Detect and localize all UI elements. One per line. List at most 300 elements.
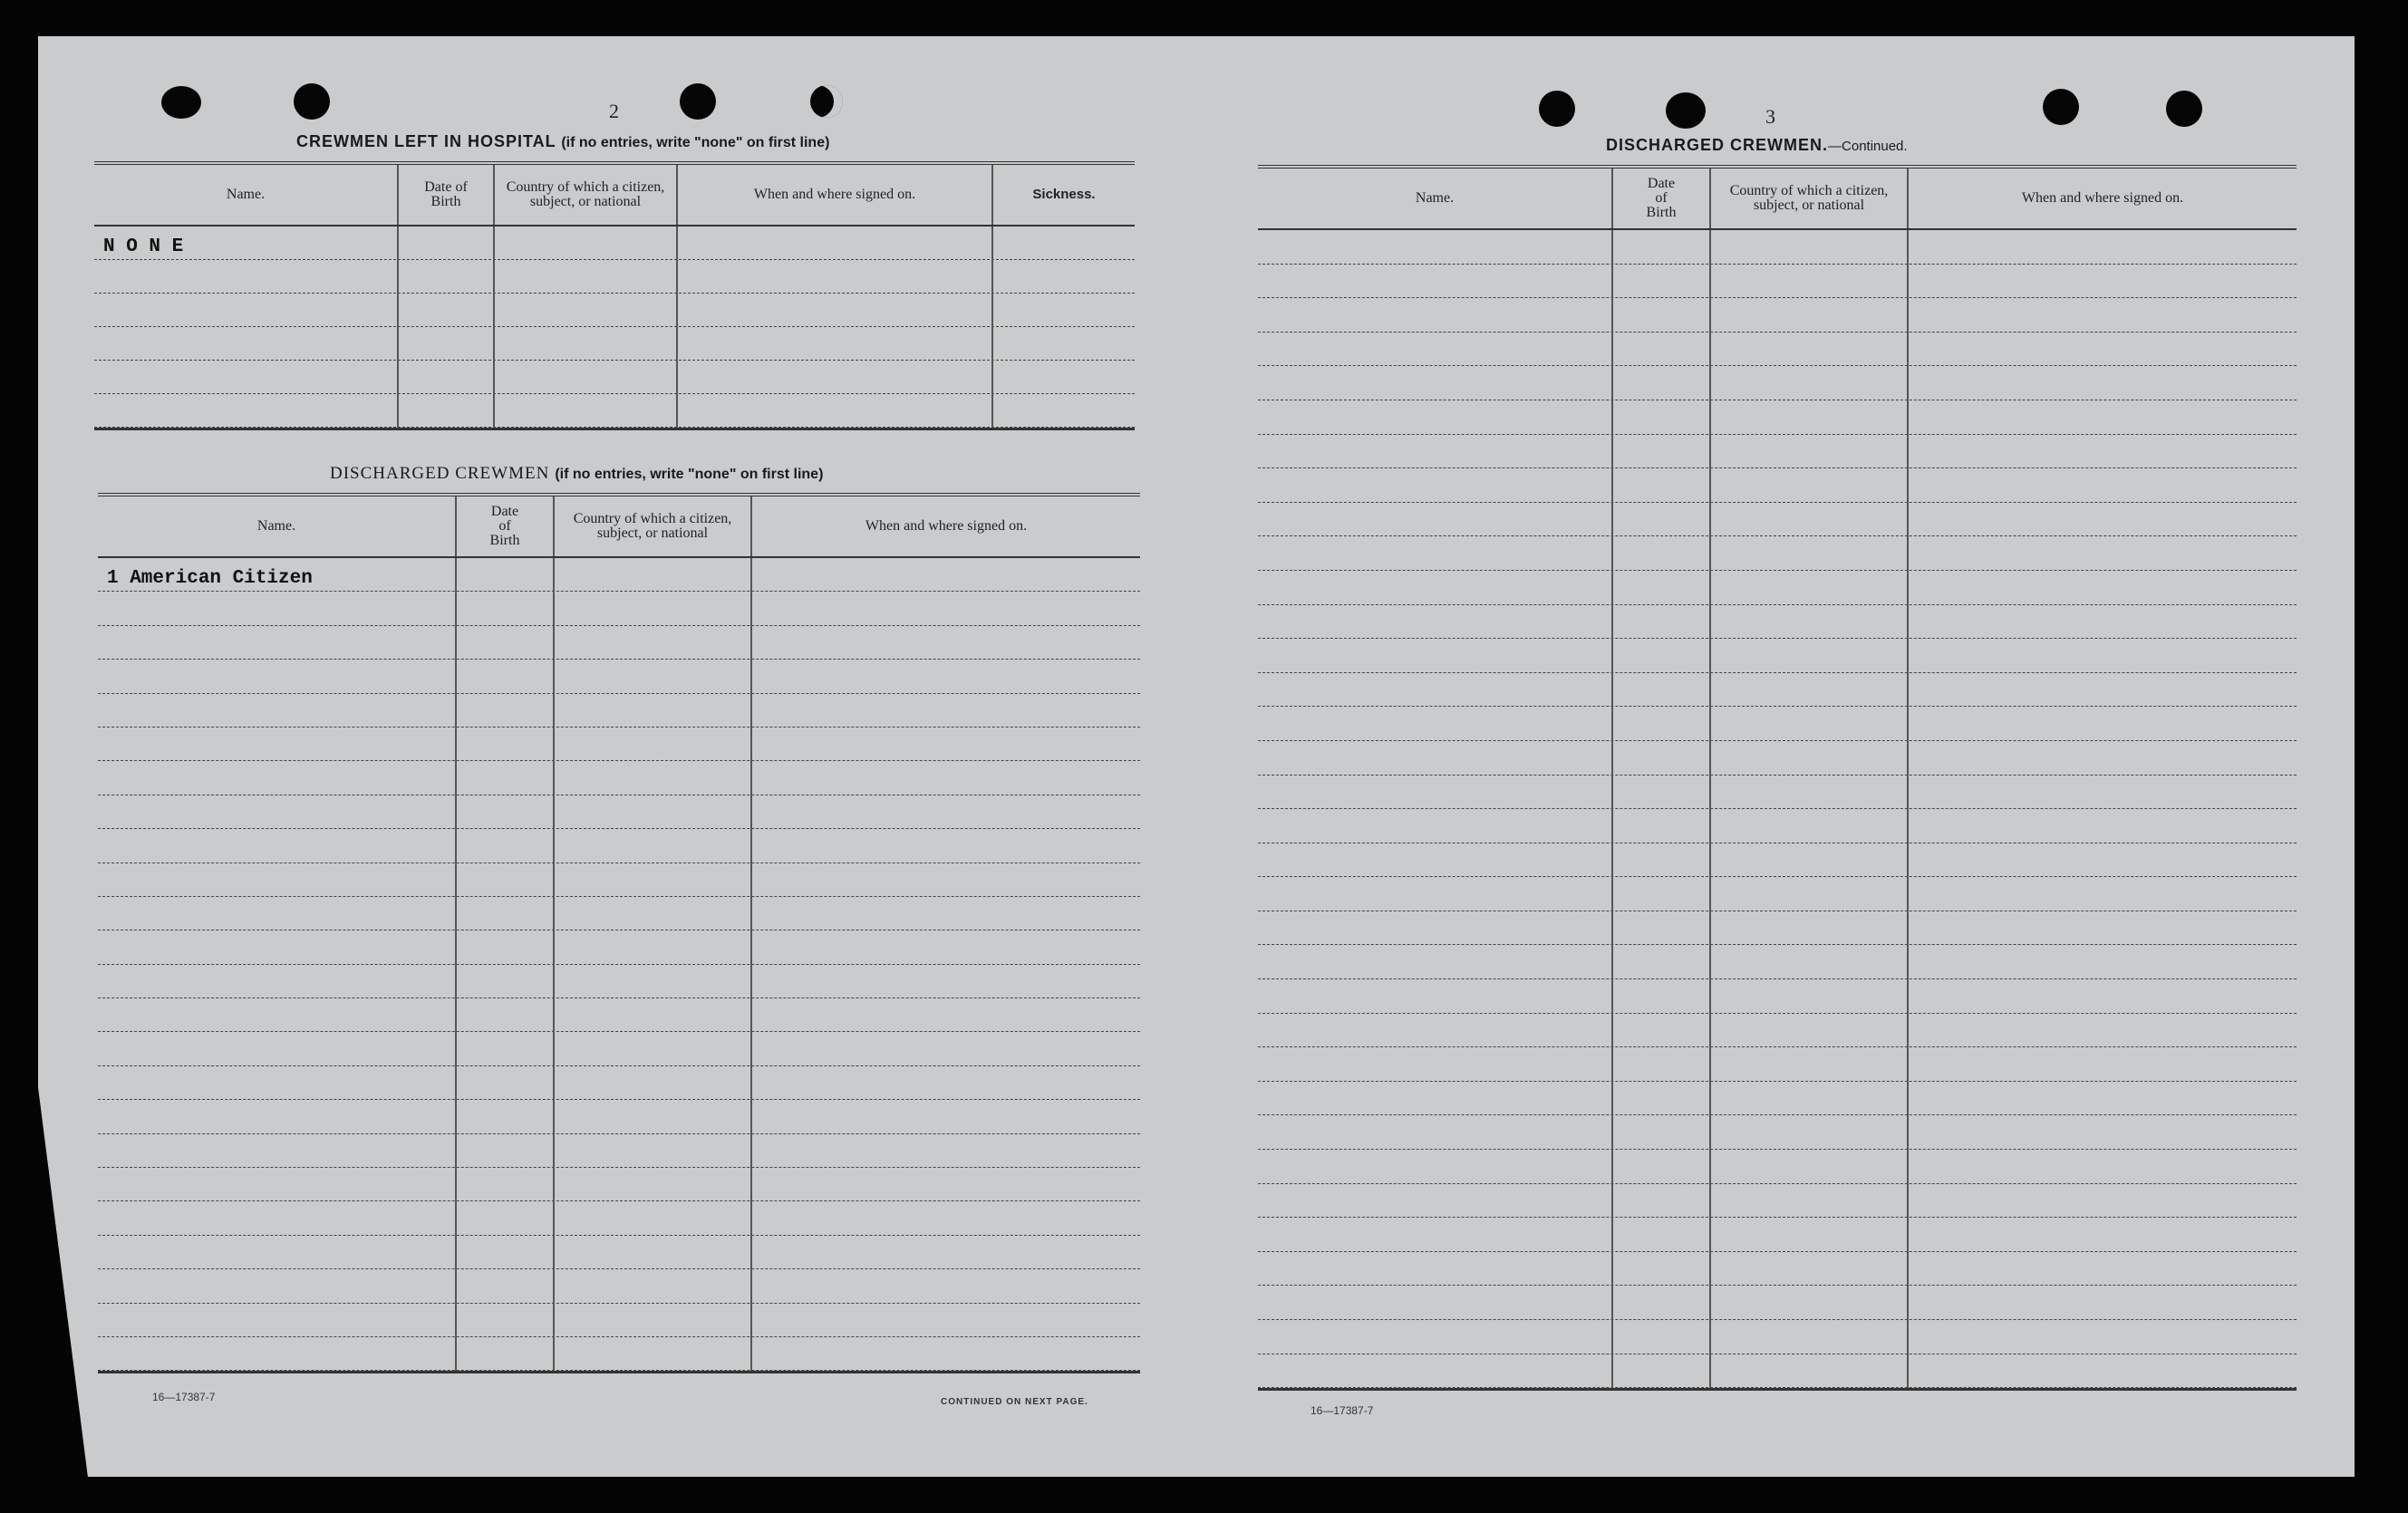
table-cell <box>1711 230 1909 264</box>
table-cell <box>555 1201 752 1234</box>
table-cell <box>1613 1286 1711 1319</box>
table-cell <box>1613 673 1711 707</box>
table-cell <box>1711 843 1909 877</box>
table-row <box>98 626 1140 660</box>
discharged-section-title <box>330 464 823 484</box>
table-row <box>1258 741 2297 776</box>
table-cell <box>752 795 1140 828</box>
table-cell <box>98 1269 457 1302</box>
table-cell <box>1613 911 1711 945</box>
table-cell <box>678 226 993 259</box>
table-cell <box>495 294 678 326</box>
discharged-body-left <box>98 558 1140 1371</box>
table-cell <box>1909 1047 2297 1081</box>
table-row <box>1258 468 2297 503</box>
table-cell <box>1258 673 1613 707</box>
table-cell <box>98 1100 457 1132</box>
table-cell <box>1909 298 2297 332</box>
table-row <box>98 1134 1140 1168</box>
table-cell <box>1258 776 1613 809</box>
table-row <box>1258 571 2297 605</box>
table-cell <box>752 694 1140 727</box>
table-row <box>1258 1218 2297 1252</box>
table-cell <box>98 998 457 1031</box>
table-cell <box>1711 1115 1909 1149</box>
table-cell <box>399 394 495 427</box>
right-section-title <box>1606 136 1908 155</box>
table-cell <box>1258 1286 1613 1319</box>
right-title-continued: —Continued. <box>1828 139 1908 154</box>
hospital-body <box>94 226 1135 428</box>
table-cell <box>993 226 1135 259</box>
table-cell <box>752 626 1140 659</box>
table-cell <box>1909 1320 2297 1354</box>
table-cell <box>98 1337 457 1370</box>
table-cell <box>94 260 399 293</box>
table-cell <box>457 863 555 896</box>
header-name: Name. <box>1258 169 1613 228</box>
table-cell <box>993 260 1135 293</box>
table-cell <box>1711 1286 1909 1319</box>
table-cell <box>1613 503 1711 536</box>
table-cell <box>457 1337 555 1370</box>
table-cell <box>457 1304 555 1336</box>
table-cell <box>752 930 1140 963</box>
table-cell <box>1909 230 2297 264</box>
table-cell <box>1258 707 1613 740</box>
table-cell <box>678 394 993 427</box>
table-cell <box>555 592 752 624</box>
table-cell <box>555 930 752 963</box>
punch-hole <box>810 85 843 118</box>
table-row <box>98 795 1140 829</box>
table-cell <box>555 558 752 591</box>
table-row <box>1258 877 2297 911</box>
table-cell <box>555 1032 752 1065</box>
table-row <box>94 226 1135 260</box>
table-row <box>1258 1047 2297 1082</box>
torn-corner <box>38 1087 92 1513</box>
table-cell <box>555 795 752 828</box>
table-cell <box>1909 911 2297 945</box>
table-row <box>98 1269 1140 1303</box>
table-cell <box>752 1066 1140 1099</box>
table-cell <box>457 558 555 591</box>
table-cell <box>555 761 752 794</box>
table-cell <box>1613 945 1711 978</box>
header-country: Country of which a citizen, subject, or national <box>495 165 678 225</box>
table-cell: 1 American Citizen <box>107 568 313 590</box>
header-name: Name. <box>98 496 457 556</box>
table-cell <box>1613 1320 1711 1354</box>
table-cell <box>752 660 1140 692</box>
table-cell <box>98 761 457 794</box>
table-cell <box>678 294 993 326</box>
table-row <box>94 327 1135 361</box>
table-cell <box>555 863 752 896</box>
table-cell <box>1258 400 1613 434</box>
table-cell <box>555 1134 752 1167</box>
table-row <box>98 761 1140 795</box>
table-cell <box>1909 605 2297 639</box>
table-row <box>1258 1252 2297 1287</box>
table-cell <box>457 1168 555 1200</box>
table-cell <box>1258 1252 1613 1286</box>
table-cell <box>993 394 1135 427</box>
table-cell <box>457 1201 555 1234</box>
header-name: Name. <box>94 165 399 225</box>
table-cell <box>1909 1218 2297 1251</box>
table-cell <box>555 1236 752 1268</box>
table-cell <box>98 1134 457 1167</box>
table-cell <box>1613 1184 1711 1218</box>
table-cell <box>752 1269 1140 1302</box>
table-row <box>1258 1320 2297 1354</box>
table-cell <box>1613 435 1711 468</box>
table-cell <box>1258 366 1613 400</box>
punch-hole <box>161 86 201 119</box>
table-cell <box>457 728 555 760</box>
table-cell <box>457 998 555 1031</box>
table-row <box>1258 435 2297 469</box>
table-cell <box>993 361 1135 393</box>
table-cell <box>98 1201 457 1234</box>
table-cell <box>1613 298 1711 332</box>
table-cell <box>1258 332 1613 366</box>
table-row <box>98 1304 1140 1337</box>
table-cell <box>1909 468 2297 502</box>
table-row <box>98 829 1140 863</box>
table-cell <box>1711 536 1909 570</box>
table-cell <box>1258 571 1613 604</box>
table-cell <box>752 1100 1140 1132</box>
table-cell <box>1258 809 1613 843</box>
table-cell <box>495 394 678 427</box>
table-cell <box>457 795 555 828</box>
manifest-sheet <box>38 36 2355 1477</box>
table-cell <box>1258 1150 1613 1183</box>
table-cell <box>1711 741 1909 775</box>
table-cell <box>1909 265 2297 298</box>
table-cell <box>1711 1047 1909 1081</box>
table-cell <box>1258 1115 1613 1149</box>
table-cell <box>1711 945 1909 978</box>
table-cell <box>752 1337 1140 1370</box>
table-cell <box>752 897 1140 930</box>
table-cell <box>1258 1354 1613 1388</box>
form-code-left: 16—17387-7 <box>152 1391 216 1403</box>
table-cell <box>94 394 399 427</box>
table-cell <box>1613 1150 1711 1183</box>
table-row <box>1258 298 2297 332</box>
table-cell <box>1613 571 1711 604</box>
table-cell <box>1258 877 1613 911</box>
table-cell <box>1258 298 1613 332</box>
table-cell <box>1909 979 2297 1013</box>
table-cell <box>1711 400 1909 434</box>
table-cell <box>1613 265 1711 298</box>
table-cell <box>555 897 752 930</box>
table-cell <box>752 965 1140 997</box>
table-row <box>1258 536 2297 571</box>
table-cell <box>457 1100 555 1132</box>
table-row <box>98 998 1140 1032</box>
table-cell <box>555 728 752 760</box>
table-cell <box>1258 265 1613 298</box>
table-cell <box>1711 503 1909 536</box>
table-cell <box>457 694 555 727</box>
table-cell <box>1613 741 1711 775</box>
table-cell <box>1711 776 1909 809</box>
table-row <box>98 1032 1140 1065</box>
table-cell <box>1909 1252 2297 1286</box>
table-cell <box>1909 400 2297 434</box>
table-cell <box>752 558 1140 591</box>
table-cell <box>1258 639 1613 672</box>
table-cell <box>1711 435 1909 468</box>
table-cell <box>457 930 555 963</box>
table-cell <box>399 327 495 360</box>
punch-hole <box>2043 89 2079 125</box>
table-cell <box>98 897 457 930</box>
table-cell <box>1258 979 1613 1013</box>
table-cell <box>752 1168 1140 1200</box>
table-row <box>1258 911 2297 946</box>
table-cell <box>457 1032 555 1065</box>
table-cell <box>1258 911 1613 945</box>
table-cell <box>495 327 678 360</box>
table-cell <box>457 1066 555 1099</box>
table-cell <box>457 660 555 692</box>
table-cell <box>1909 571 2297 604</box>
table-cell <box>1613 1252 1711 1286</box>
discharged-header-row <box>98 496 1140 558</box>
table-cell <box>1613 843 1711 877</box>
table-cell <box>1613 230 1711 264</box>
table-cell <box>555 1337 752 1370</box>
table-row <box>1258 265 2297 299</box>
table-row <box>1258 1286 2297 1320</box>
table-row <box>98 1337 1140 1371</box>
table-row <box>1258 639 2297 673</box>
table-cell <box>94 294 399 326</box>
table-row <box>98 728 1140 761</box>
table-cell <box>457 829 555 862</box>
table-cell <box>555 1066 752 1099</box>
table-row <box>98 1168 1140 1201</box>
table-cell <box>1711 571 1909 604</box>
table-cell <box>399 260 495 293</box>
table-cell <box>752 728 1140 760</box>
table-cell <box>1909 776 2297 809</box>
table-cell <box>555 998 752 1031</box>
table-cell <box>993 294 1135 326</box>
table-cell <box>752 592 1140 624</box>
table-row <box>1258 1184 2297 1219</box>
table-cell <box>678 260 993 293</box>
table-cell <box>1613 1354 1711 1388</box>
table-cell <box>1258 435 1613 468</box>
table-cell <box>752 863 1140 896</box>
table-cell <box>1258 503 1613 536</box>
table-cell <box>457 1134 555 1167</box>
punch-hole <box>2166 91 2202 127</box>
header-signed-on: When and where signed on. <box>678 165 993 225</box>
table-cell <box>1711 639 1909 672</box>
table-cell <box>752 1236 1140 1268</box>
table-cell <box>98 1066 457 1099</box>
table-cell <box>98 1168 457 1200</box>
discharged-body-right <box>1258 230 2297 1388</box>
table-cell <box>1711 979 1909 1013</box>
table-cell <box>98 1304 457 1336</box>
table-cell <box>1909 1354 2297 1388</box>
table-row <box>1258 366 2297 400</box>
table-cell <box>1909 536 2297 570</box>
table-row <box>1258 809 2297 843</box>
table-cell <box>495 361 678 393</box>
table-cell <box>1258 741 1613 775</box>
table-cell <box>1909 1184 2297 1218</box>
table-row <box>98 558 1140 592</box>
header-country: Country of which a citizen, subject, or national <box>1711 169 1909 228</box>
table-cell <box>1613 366 1711 400</box>
table-cell <box>1909 945 2297 978</box>
table-cell <box>1258 945 1613 978</box>
table-cell <box>1711 1218 1909 1251</box>
table-cell <box>457 1236 555 1268</box>
table-cell <box>1613 332 1711 366</box>
table-row <box>94 260 1135 294</box>
table-cell <box>1613 1047 1711 1081</box>
table-cell <box>752 1032 1140 1065</box>
header-date-of-birth: Date of Birth <box>1613 169 1711 228</box>
table-cell <box>1258 1218 1613 1251</box>
table-cell <box>1613 979 1711 1013</box>
table-cell <box>1909 843 2297 877</box>
table-row <box>1258 1014 2297 1048</box>
table-cell <box>1711 1252 1909 1286</box>
table-cell <box>1613 1218 1711 1251</box>
header-date-of-birth: Date of Birth <box>399 165 495 225</box>
table-row <box>1258 605 2297 640</box>
table-cell <box>399 226 495 259</box>
continued-notice: CONTINUED ON NEXT PAGE. <box>941 1397 1088 1407</box>
table-row <box>98 897 1140 930</box>
table-cell <box>555 626 752 659</box>
table-cell <box>1258 1082 1613 1115</box>
table-cell <box>98 965 457 997</box>
table-cell <box>1613 605 1711 639</box>
table-row <box>1258 1115 2297 1150</box>
table-cell <box>1711 1320 1909 1354</box>
right-title-text: DISCHARGED CREWMEN. <box>1606 136 1829 154</box>
table-cell <box>1613 1082 1711 1115</box>
table-row <box>98 863 1140 897</box>
table-cell <box>98 863 457 896</box>
table-cell <box>1711 1150 1909 1183</box>
table-cell <box>1909 707 2297 740</box>
table-cell <box>555 1168 752 1200</box>
table-cell <box>98 795 457 828</box>
table-cell <box>993 327 1135 360</box>
table-cell <box>1613 639 1711 672</box>
table-cell <box>1613 707 1711 740</box>
table-cell <box>495 226 678 259</box>
table-row <box>98 1201 1140 1235</box>
table-cell <box>555 1269 752 1302</box>
discharged-title-text: DISCHARGED CREWMEN <box>330 464 550 483</box>
table-cell <box>1909 366 2297 400</box>
table-row <box>1258 673 2297 708</box>
punch-hole <box>294 83 330 120</box>
table-cell <box>1258 1320 1613 1354</box>
table-cell <box>1613 1014 1711 1047</box>
table-row <box>1258 332 2297 367</box>
hospital-section-title <box>296 132 829 151</box>
table-cell <box>1909 809 2297 843</box>
table-row <box>1258 1354 2297 1389</box>
table-cell <box>94 361 399 393</box>
table-cell <box>98 694 457 727</box>
table-row <box>98 1100 1140 1133</box>
table-cell <box>1711 605 1909 639</box>
table-cell <box>1909 1115 2297 1149</box>
punch-hole <box>1666 92 1706 129</box>
table-row <box>1258 945 2297 979</box>
table-cell <box>94 327 399 360</box>
table-cell <box>555 1304 752 1336</box>
table-row <box>98 965 1140 998</box>
table-cell <box>1711 1184 1909 1218</box>
table-cell <box>98 660 457 692</box>
table-cell <box>457 592 555 624</box>
table-cell <box>98 728 457 760</box>
table-row <box>1258 503 2297 537</box>
table-cell <box>457 1269 555 1302</box>
table-cell <box>555 829 752 862</box>
table-cell <box>1613 776 1711 809</box>
table-cell <box>98 1236 457 1268</box>
table-cell <box>1711 468 1909 502</box>
table-cell <box>98 592 457 624</box>
table-cell <box>1258 230 1613 264</box>
punch-hole <box>680 83 716 120</box>
table-row <box>1258 979 2297 1014</box>
header-country: Country of which a citizen, subject, or national <box>555 496 752 556</box>
table-cell <box>1711 366 1909 400</box>
table-row <box>98 694 1140 728</box>
table-cell <box>1711 265 1909 298</box>
table-cell <box>1258 468 1613 502</box>
table-row <box>94 361 1135 394</box>
hospital-header-row <box>94 165 1135 226</box>
table-cell <box>457 626 555 659</box>
table-row <box>1258 400 2297 435</box>
table-cell <box>1613 536 1711 570</box>
table-cell <box>1613 400 1711 434</box>
table-cell <box>457 761 555 794</box>
table-cell <box>98 930 457 963</box>
table-cell <box>457 965 555 997</box>
table-cell <box>1909 673 2297 707</box>
table-row <box>98 592 1140 625</box>
table-cell <box>1909 503 2297 536</box>
table-cell <box>1711 707 1909 740</box>
table-row <box>1258 230 2297 265</box>
table-row <box>1258 776 2297 810</box>
right-header-row <box>1258 169 2297 230</box>
